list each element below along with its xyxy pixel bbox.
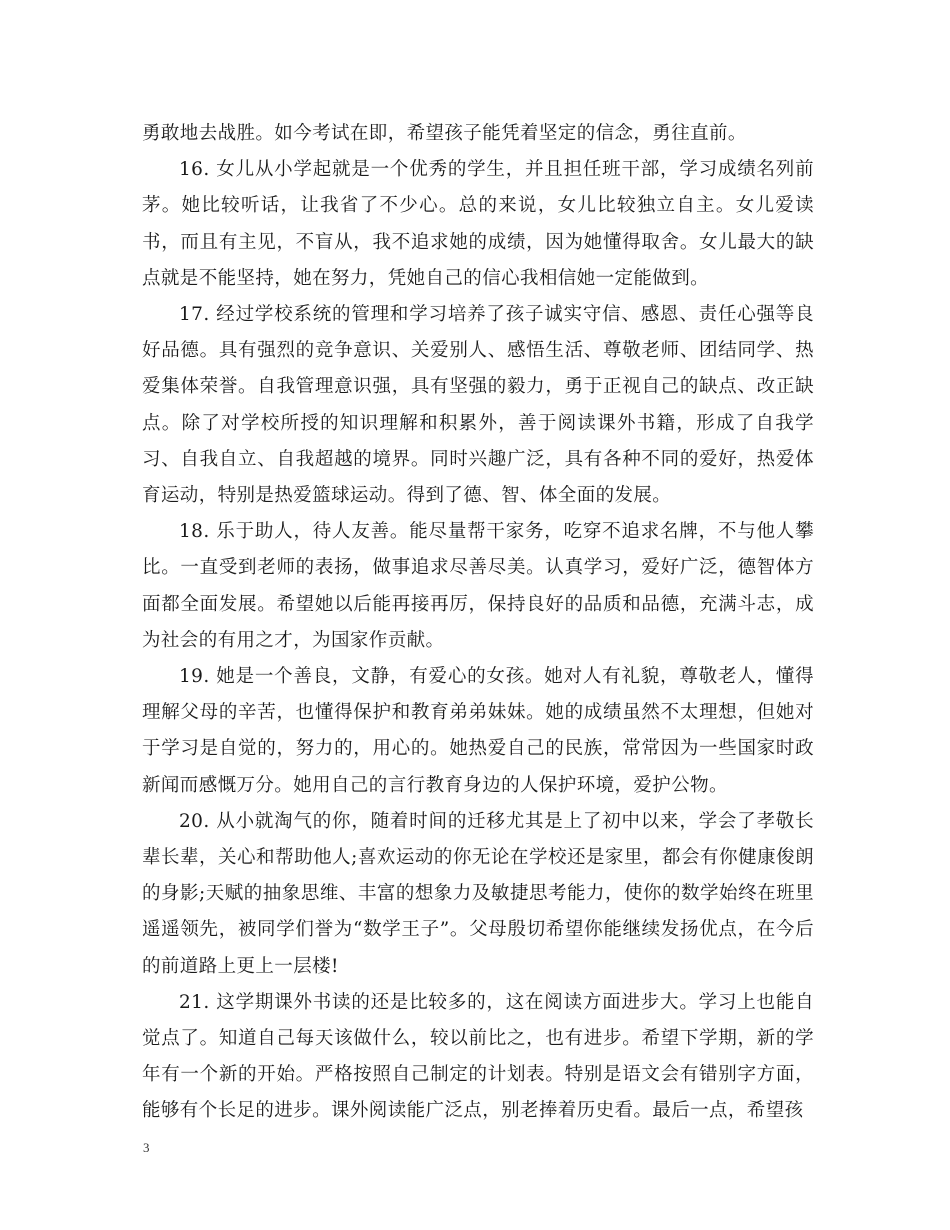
paragraph-21: 21. 这学期课外书读的还是比较多的，这在阅读方面进步大。学习上也能自觉点了。知道自己每天该做什么，较以前比之，也有进步。希望下学期，新的学年有一个新的开始。严格按照自己制定的计划表。特别是语文会有错别字方面，能够有个长足的进步。课外阅读能广泛点，别老捧着历史看。最后一点，希望孩	[142, 991, 814, 1122]
paragraph-17: 17. 经过学校系统的管理和学习培养了孩子诚实守信、感恩、责任心强等良好品德。具有强烈的竞争意识、关爱别人、感悟生活、尊敬老师、团结同学、热爱集体荣誉。自我管理意识强，具有坚强的毅力，勇于正视自己的缺点、改正缺点。除了对学校所授的知识理解和积累外，善于阅读课外书籍，形成了自我学习、自我自立、自我超越的境界。同时兴趣广泛，具有各种不同的爱好，热爱体育运动，特别是热爱篮球运动。得到了德、智、体全面的发展。	[142, 304, 814, 507]
document-body	[142, 116, 814, 1130]
paragraph-16: 16. 女儿从小学起就是一个优秀的学生，并且担任班干部，学习成绩名列前茅。她比较听话，让我省了不少心。总的来说，女儿比较独立自主。女儿爱读书，而且有主见，不盲从，我不追求她的成绩，因为她懂得取舍。女儿最大的缺点就是不能坚持，她在努力，凭她自己的信心我相信她一定能做到。	[142, 159, 814, 289]
page-number: 3	[143, 1140, 150, 1155]
paragraph-continuation: 勇敢地去战胜。如今考试在即，希望孩子能凭着坚定的信念，勇往直前。	[142, 123, 747, 144]
paragraph-19: 19. 她是一个善良，文静，有爱心的女孩。她对人有礼貌，尊敬老人，懂得理解父母的辛苦，也懂得保护和教育弟弟妹妹。她的成绩虽然不太理想，但她对于学习是自觉的，努力的，用心的。她热爱自己的民族，常常因为一些国家时政新闻而感慨万分。她用自己的言行教育身边的人保护环境，爱护公物。	[142, 666, 814, 796]
paragraph-18: 18. 乐于助人，待人友善。能尽量帮干家务，吃穿不追求名牌，不与他人攀比。一直受到老师的表扬，做事追求尽善尽美。认真学习，爱好广泛，德智体方面都全面发展。希望她以后能再接再厉，保持良好的品质和品德，充满斗志，成为社会的有用之才，为国家作贡献。	[142, 521, 814, 651]
paragraph-20: 20. 从小就淘气的你，随着时间的迁移尤其是上了初中以来，学会了孝敬长辈长辈，关心和帮助他人;喜欢运动的你无论在学校还是家里，都会有你健康俊朗的身影;天赋的抽象思维、丰富的想象力及敏捷思考能力，使你的数学始终在班里遥遥领先，被同学们誉为“数学王子”。父母殷切希望你能继续发扬优点，在今后的前道路上更上一层楼!	[142, 810, 814, 977]
